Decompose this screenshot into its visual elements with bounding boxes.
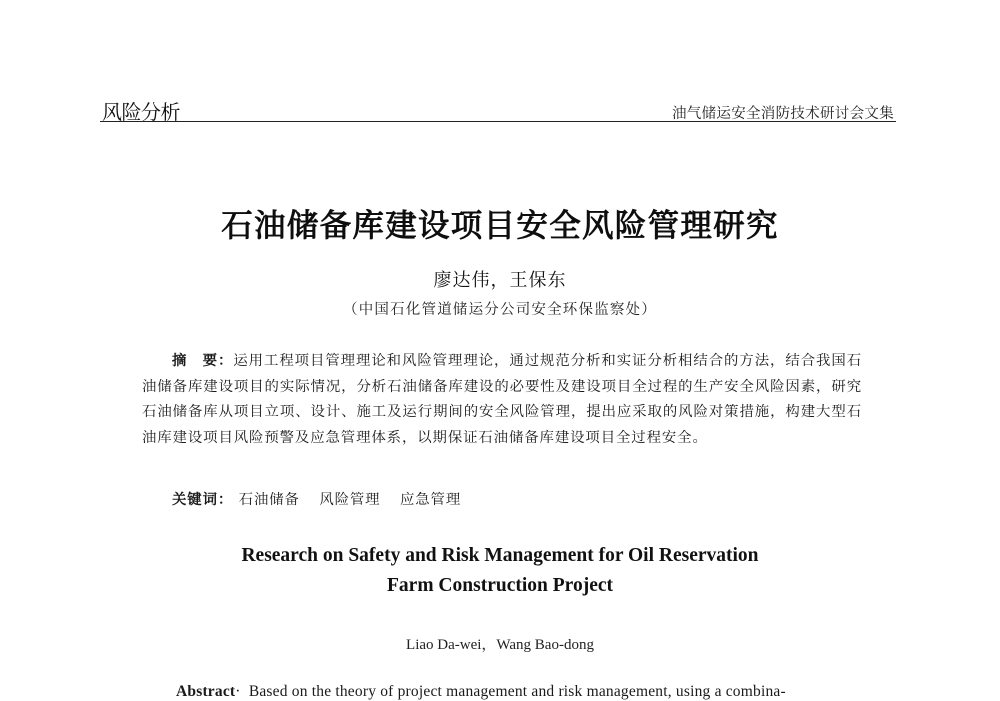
keywords — [172, 488, 475, 509]
paper-title: 石油储备库建设项目安全风险管理研究 — [221, 207, 779, 244]
english-authors: Liao Da-wei，Wang Bao-dong — [406, 637, 594, 653]
english-title-line: Farm Construction Project — [387, 575, 613, 596]
abstract-zh — [142, 349, 862, 451]
authors: 廖达伟，王保东 — [433, 270, 567, 291]
english-title — [0, 541, 1000, 601]
abstract-en — [176, 683, 876, 701]
keywords-label: 关键词： — [172, 492, 234, 508]
keyword: 应急管理 — [399, 492, 462, 508]
keyword: 石油储备 — [238, 492, 300, 508]
abstract-en-separator: · — [235, 683, 241, 700]
abstract-en-label: Abstract — [176, 683, 236, 700]
proceedings-title: 油气储运安全消防技术研讨会文集 — [672, 106, 894, 122]
running-header — [100, 94, 896, 122]
abstract-text: 运用工程项目管理理论和风险管理理论，通过规范分析和实证分析相结合的方法，结合我国石油储备库建设项目的实际情况，分析石油储备库建设的必要性及建设项目全过程的生产安全风险因素，研究石油储备库从项目立项、设计、施工及运行期间的安全风险管理，提出应采取的风险对策措施，构建大型石油库建设项目风险预警及应急管理体系，以期保证石油储备库建设项目全过程安全。 — [142, 353, 862, 446]
english-title-line: Research on Safety and Risk Management for Oil Reservation — [241, 545, 759, 566]
section-label: 风险分析 — [102, 100, 180, 124]
header-rule — [100, 121, 896, 122]
abstract-en-text: Based on the theory of project management and risk management, using a combina- — [248, 683, 786, 700]
keyword: 风险管理 — [319, 492, 381, 508]
affiliation: （中国石化管道储运分公司安全环保监察处） — [343, 302, 657, 318]
abstract-label: 摘 要： — [172, 353, 234, 369]
